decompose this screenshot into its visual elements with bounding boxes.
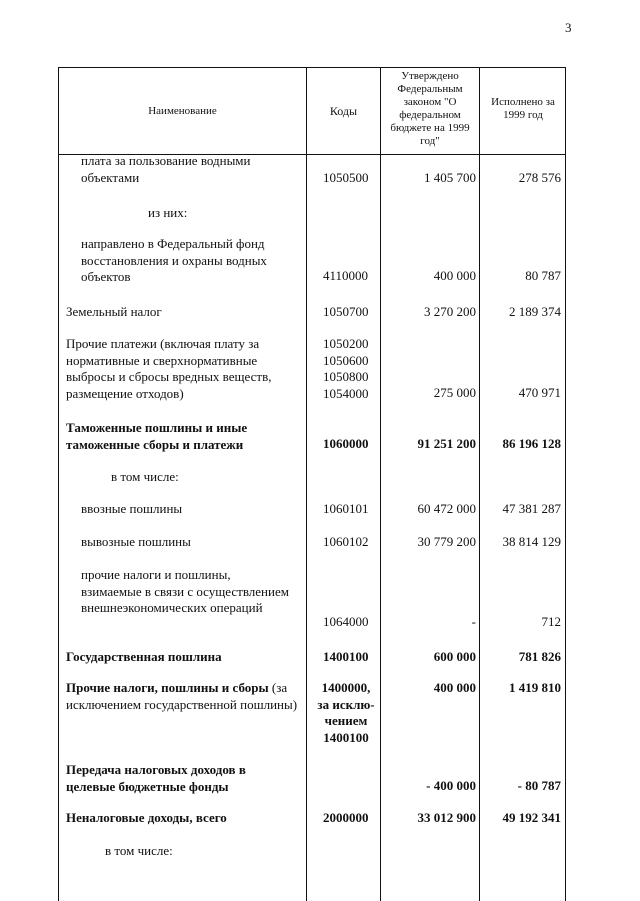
row-name: Неналоговые доходы, всего [66, 810, 227, 825]
row-executed: 38 814 129 [502, 534, 561, 549]
row-name: из них: [148, 205, 188, 220]
row-code: 1400100 [323, 649, 369, 664]
row-executed: 712 [541, 614, 561, 629]
row-name: направлено в Федеральный фонд восстановления и охраны водных объектов [81, 236, 267, 284]
row-name: в том числе: [111, 469, 179, 484]
row-name-bold: Прочие налоги, пошлины и сборы [66, 680, 269, 695]
row-executed: 80 787 [525, 268, 561, 283]
row-name-note: (за исключением государственной пошлины) [66, 680, 298, 712]
row-code: 1050200 1050600 1050800 1054000 [323, 336, 369, 401]
row-name: Передача налоговых доходов в целевые бюджетные фонды [66, 762, 246, 794]
row-name: плата за пользование водными объектами [81, 153, 251, 185]
row-executed: - 80 787 [517, 778, 561, 793]
row-code: 1060101 [323, 501, 369, 516]
row-approved: 91 251 200 [417, 436, 476, 451]
page-number: 3 [565, 20, 572, 35]
row-code: 1400000, за исклю- чением 1400100 [317, 680, 375, 745]
row-executed: 86 196 128 [502, 436, 561, 451]
row-approved: 275 000 [433, 385, 476, 400]
row-name: вывозные пошлины [81, 534, 191, 549]
row-approved: 33 012 900 [417, 810, 476, 825]
row-approved: 400 000 [433, 268, 476, 283]
header-name: Наименование [148, 105, 217, 117]
row-executed: 470 971 [518, 385, 561, 400]
header-codes: Коды [329, 104, 358, 118]
column-divider [306, 68, 307, 901]
row-name: Таможенные пошлины и иные таможенные сборы и платежи [66, 420, 248, 452]
row-approved: 1 405 700 [424, 170, 476, 185]
header-executed: Исполнено за 1999 год [491, 96, 555, 121]
budget-table [58, 67, 566, 901]
row-name: в том числе: [105, 843, 173, 858]
row-approved: 400 000 [433, 680, 476, 695]
row-executed: 47 381 287 [502, 501, 561, 516]
row-approved: - [471, 614, 476, 629]
header-approved: Утверждено Федеральным законом "О федеральном бюджете на 1999 год" [390, 70, 470, 147]
row-name: Государственная пошлина [66, 649, 222, 664]
row-name: ввозные пошлины [81, 501, 183, 516]
row-approved: 30 779 200 [417, 534, 476, 549]
row-name [66, 680, 300, 713]
column-divider [380, 68, 381, 901]
row-name: Земельный налог [66, 304, 162, 319]
row-approved: 3 270 200 [424, 304, 476, 319]
row-code: 1050500 [323, 170, 369, 185]
row-name: прочие налоги и пошлины, взимаемые в связи с осуществлением внешнеэкономических операций [81, 567, 289, 615]
row-executed: 278 576 [518, 170, 561, 185]
row-code: 2000000 [323, 810, 369, 825]
row-code: 1064000 [323, 614, 369, 629]
row-approved: 60 472 000 [417, 501, 476, 516]
row-code: 1060000 [323, 436, 369, 451]
row-executed: 781 826 [518, 649, 561, 664]
row-approved: - 400 000 [426, 778, 476, 793]
row-code: 1060102 [323, 534, 369, 549]
row-executed: 49 192 341 [502, 810, 561, 825]
row-name: Прочие платежи (включая плату за нормативные и сверхнормативные выбросы и сбросы вредных веществ, размещение отходов) [66, 336, 272, 401]
column-divider [479, 68, 480, 901]
row-approved: 600 000 [433, 649, 476, 664]
row-executed: 1 419 810 [509, 680, 561, 695]
row-executed: 2 189 374 [509, 304, 561, 319]
row-code: 4110000 [323, 268, 369, 283]
row-code: 1050700 [323, 304, 369, 319]
